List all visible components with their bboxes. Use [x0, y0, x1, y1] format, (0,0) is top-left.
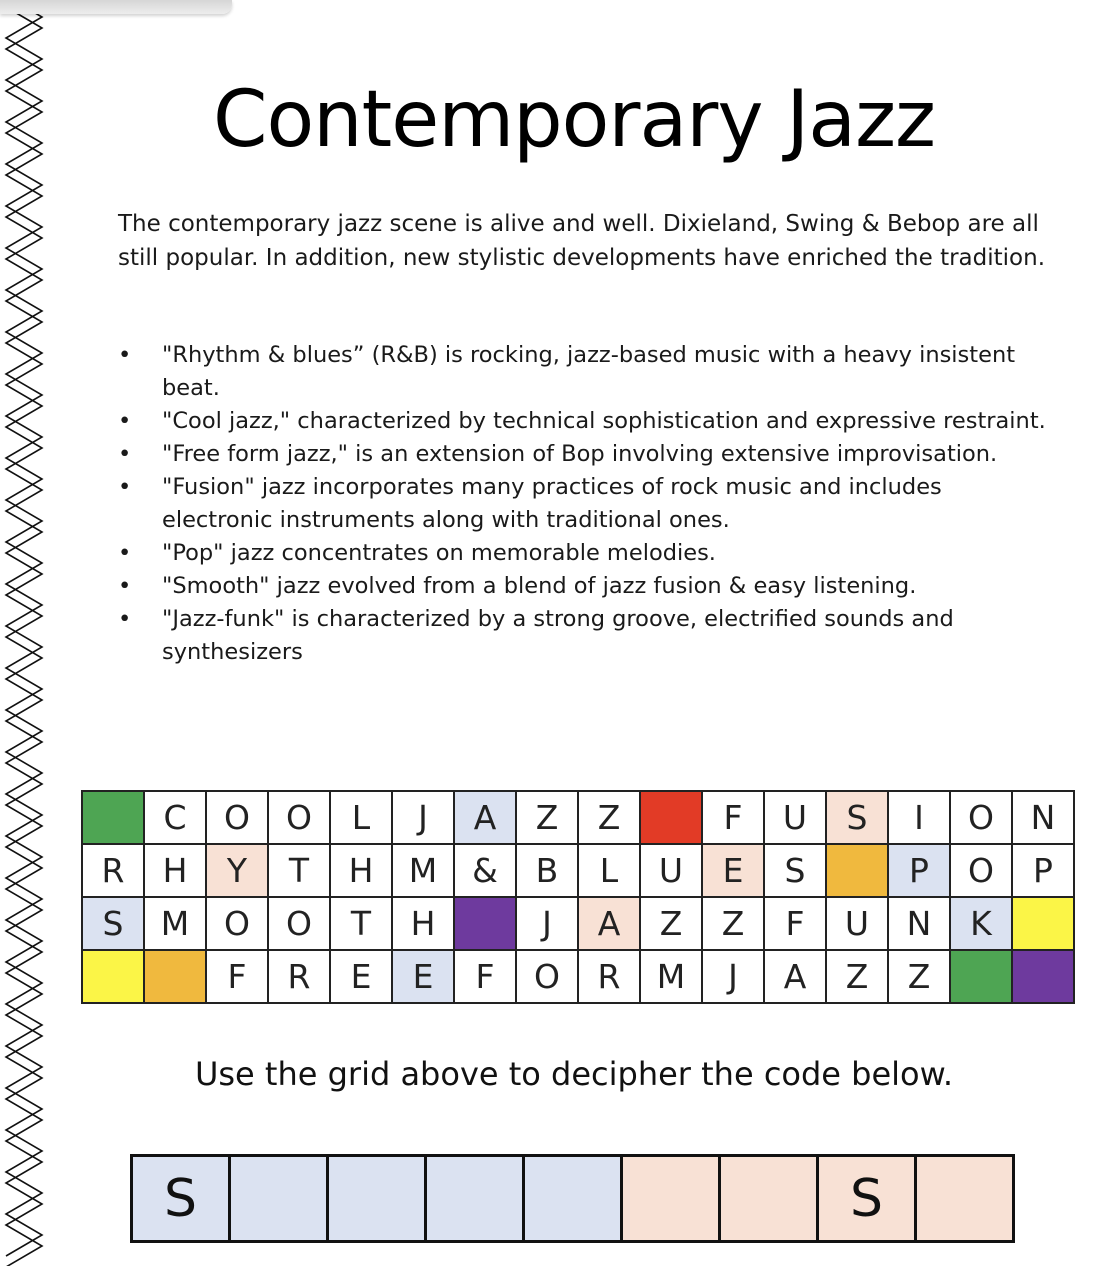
- list-item-text: "Cool jazz," characterized by technical sophistication and expressive restraint.: [162, 408, 1046, 434]
- grid-row: [82, 791, 1074, 844]
- list-item: [116, 537, 1046, 570]
- grid-cell: F: [206, 950, 268, 1003]
- grid-cell: T: [330, 897, 392, 950]
- grid-row: [82, 844, 1074, 897]
- color-key-cell: [640, 791, 702, 844]
- grid-cell: S: [826, 791, 888, 844]
- code-box[interactable]: [622, 1156, 720, 1242]
- grid-row: [82, 897, 1074, 950]
- grid-cell: H: [392, 897, 454, 950]
- grid-cell: L: [578, 844, 640, 897]
- grid-cell: O: [950, 844, 1012, 897]
- grid-cell: E: [702, 844, 764, 897]
- grid-cell: O: [516, 950, 578, 1003]
- bullet-icon: •: [118, 573, 132, 599]
- grid-cell: Z: [888, 950, 950, 1003]
- color-key-cell: [1012, 950, 1074, 1003]
- grid-cell: F: [702, 791, 764, 844]
- grid-cell: J: [516, 897, 578, 950]
- grid-cell: M: [144, 897, 206, 950]
- grid-cell: F: [764, 897, 826, 950]
- list-item-text: "Free form jazz," is an extension of Bop involving extensive improvisation.: [162, 441, 998, 467]
- bullet-icon: •: [118, 342, 132, 368]
- code-box[interactable]: [426, 1156, 524, 1242]
- bullet-icon: •: [118, 474, 132, 500]
- color-key-cell: [950, 950, 1012, 1003]
- grid-cell: O: [950, 791, 1012, 844]
- grid-cell: P: [888, 844, 950, 897]
- grid-cell: E: [392, 950, 454, 1003]
- code-box[interactable]: [916, 1156, 1014, 1242]
- code-box[interactable]: [720, 1156, 818, 1242]
- grid-cell: U: [826, 897, 888, 950]
- genre-list: [116, 339, 1046, 669]
- grid-cell: M: [640, 950, 702, 1003]
- grid-cell: Y: [206, 844, 268, 897]
- list-item: [116, 471, 1046, 537]
- grid-cell: I: [888, 791, 950, 844]
- grid-cell: Z: [702, 897, 764, 950]
- grid-cell: A: [764, 950, 826, 1003]
- grid-cell: Z: [578, 791, 640, 844]
- color-key-cell: [82, 791, 144, 844]
- list-item: [116, 405, 1046, 438]
- letter-grid: [81, 790, 1075, 1004]
- zigzag-border: [0, 0, 52, 1266]
- grid-row: [82, 950, 1074, 1003]
- grid-cell: M: [392, 844, 454, 897]
- list-item: [116, 438, 1046, 471]
- grid-cell: Z: [640, 897, 702, 950]
- color-key-cell: [82, 950, 144, 1003]
- grid-cell: U: [640, 844, 702, 897]
- code-box[interactable]: S: [818, 1156, 916, 1242]
- grid-cell: J: [392, 791, 454, 844]
- grid-cell: Z: [826, 950, 888, 1003]
- list-item: [116, 603, 1046, 669]
- color-key-cell: [826, 844, 888, 897]
- list-item: [116, 339, 1046, 405]
- list-item-text: "Rhythm & blues” (R&B) is rocking, jazz-based music with a heavy insistent beat.: [162, 342, 1016, 401]
- bullet-icon: •: [118, 540, 132, 566]
- grid-cell: S: [82, 897, 144, 950]
- intro-paragraph: The contemporary jazz scene is alive and well. Dixieland, Swing & Bebop are all still popular. In addition, new stylistic developments have enriched the tradition.: [118, 211, 1046, 271]
- bullet-icon: •: [118, 606, 132, 632]
- grid-cell: C: [144, 791, 206, 844]
- list-item-text: "Smooth" jazz evolved from a blend of jazz fusion & easy listening.: [162, 573, 917, 599]
- grid-cell: K: [950, 897, 1012, 950]
- grid-cell: S: [764, 844, 826, 897]
- code-answer-grid: [130, 1154, 1015, 1243]
- instruction-text: Use the grid above to decipher the code below.: [194, 1055, 954, 1093]
- grid-cell: &: [454, 844, 516, 897]
- bullet-icon: •: [118, 408, 132, 434]
- grid-cell: F: [454, 950, 516, 1003]
- list-item-text: "Fusion" jazz incorporates many practices of rock music and includes electronic instruments along with traditional ones.: [162, 474, 942, 533]
- grid-cell: U: [764, 791, 826, 844]
- page-tab: [0, 0, 232, 14]
- bullet-icon: •: [118, 441, 132, 467]
- grid-cell: R: [268, 950, 330, 1003]
- color-key-cell: [1012, 897, 1074, 950]
- grid-cell: A: [454, 791, 516, 844]
- grid-cell: O: [206, 791, 268, 844]
- code-box[interactable]: [524, 1156, 622, 1242]
- grid-cell: O: [206, 897, 268, 950]
- grid-cell: L: [330, 791, 392, 844]
- list-item: [116, 570, 1046, 603]
- color-key-cell: [454, 897, 516, 950]
- grid-cell: A: [578, 897, 640, 950]
- grid-cell: Z: [516, 791, 578, 844]
- code-box[interactable]: S: [132, 1156, 230, 1242]
- grid-cell: N: [1012, 791, 1074, 844]
- grid-cell: O: [268, 791, 330, 844]
- list-item-text: "Jazz-funk" is characterized by a strong groove, electrified sounds and synthesizers: [162, 606, 954, 665]
- grid-cell: J: [702, 950, 764, 1003]
- grid-cell: R: [82, 844, 144, 897]
- page-title: Contemporary Jazz: [213, 75, 935, 166]
- code-box[interactable]: [328, 1156, 426, 1242]
- grid-cell: T: [268, 844, 330, 897]
- grid-cell: R: [578, 950, 640, 1003]
- grid-cell: O: [268, 897, 330, 950]
- grid-cell: H: [330, 844, 392, 897]
- grid-cell: H: [144, 844, 206, 897]
- grid-cell: N: [888, 897, 950, 950]
- grid-cell: B: [516, 844, 578, 897]
- code-box[interactable]: [230, 1156, 328, 1242]
- list-item-text: "Pop" jazz concentrates on memorable melodies.: [162, 540, 716, 566]
- grid-cell: E: [330, 950, 392, 1003]
- grid-cell: P: [1012, 844, 1074, 897]
- color-key-cell: [144, 950, 206, 1003]
